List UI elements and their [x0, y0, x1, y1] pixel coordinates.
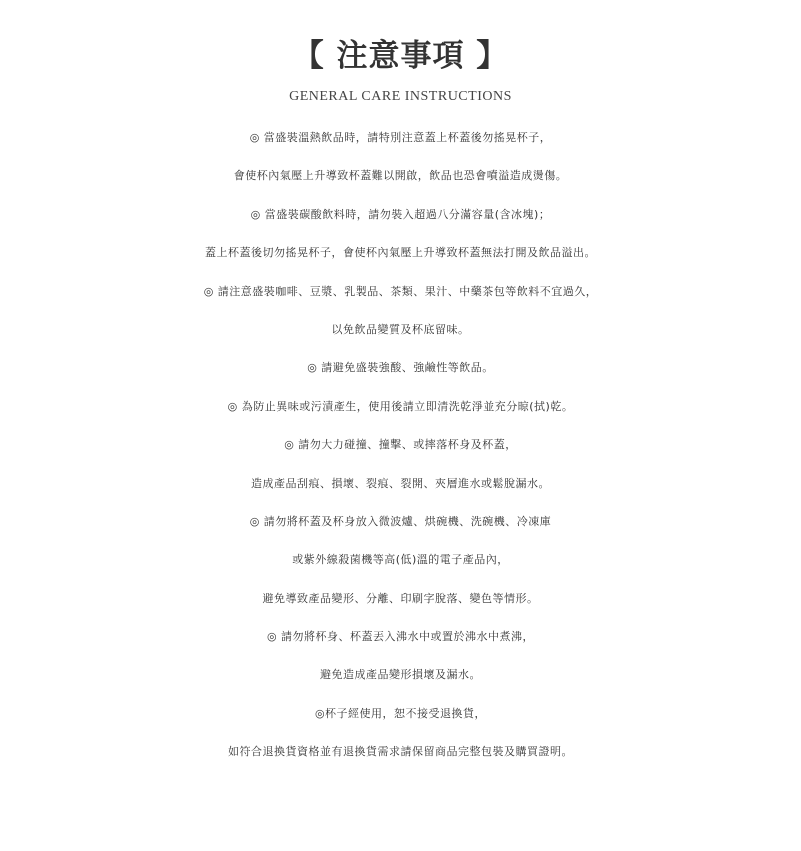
instruction-line: 避免導致產品變形、分離、印刷字脫落、變色等情形。: [262, 591, 539, 605]
page-subtitle: GENERAL CARE INSTRUCTIONS: [289, 89, 512, 104]
instruction-line: ◎ 當盛裝溫熱飲品時，請特別注意蓋上杯蓋後勿搖晃杯子，: [249, 131, 552, 144]
instruction-line: ◎ 當盛裝碳酸飲料時，請勿裝入超過八分滿容量(含冰塊)；: [250, 207, 551, 221]
instruction-line: 會使杯內氣壓上升導致杯蓋難以開啟，飲品也恐會噴溢造成燙傷。: [233, 169, 568, 183]
instruction-line: 如符合退換貨資格並有退換貨需求請保留商品完整包裝及購買證明。: [228, 745, 573, 759]
instruction-line: 避免造成產品變形損壞及漏水。: [320, 668, 481, 682]
instruction-line: ◎ 請勿將杯身、杯蓋丟入沸水中或置於沸水中煮沸，: [266, 630, 535, 644]
instruction-line: 以免飲品變質及杯底留味。: [331, 322, 470, 336]
page-title: 【 注意事項 】: [292, 38, 509, 74]
instruction-line: ◎ 請注意盛裝咖啡、豆漿、乳製品、茶類、果汁、中藥茶包等飲料不宜過久，: [203, 284, 598, 298]
instruction-line: ◎ 為防止異味或污漬產生，使用後請立即清洗乾淨並充分晾(拭)乾。: [227, 399, 574, 413]
instruction-line: ◎ 請勿將杯蓋及杯身放入微波爐、烘碗機、洗碗機、冷凍庫: [249, 514, 552, 528]
instruction-line: ◎杯子經使用，恕不接受退換貨，: [314, 706, 487, 720]
instruction-list: [0, 119, 801, 772]
instruction-line: ◎ 請避免盛裝強酸、強鹼性等飲品。: [307, 361, 494, 375]
instruction-line: 造成產品刮痕、損壞、裂痕、裂開、夾層進水或鬆脫漏水。: [251, 476, 550, 490]
instruction-line: ◎ 請勿大力碰撞、撞擊、或摔落杯身及杯蓋，: [284, 438, 517, 452]
instruction-line: 蓋上杯蓋後切勿搖晃杯子，會使杯內氣壓上升導致杯蓋無法打開及飲品溢出。: [205, 246, 596, 260]
instruction-line: 或紫外線殺菌機等高(低)溫的電子產品內，: [292, 553, 509, 567]
